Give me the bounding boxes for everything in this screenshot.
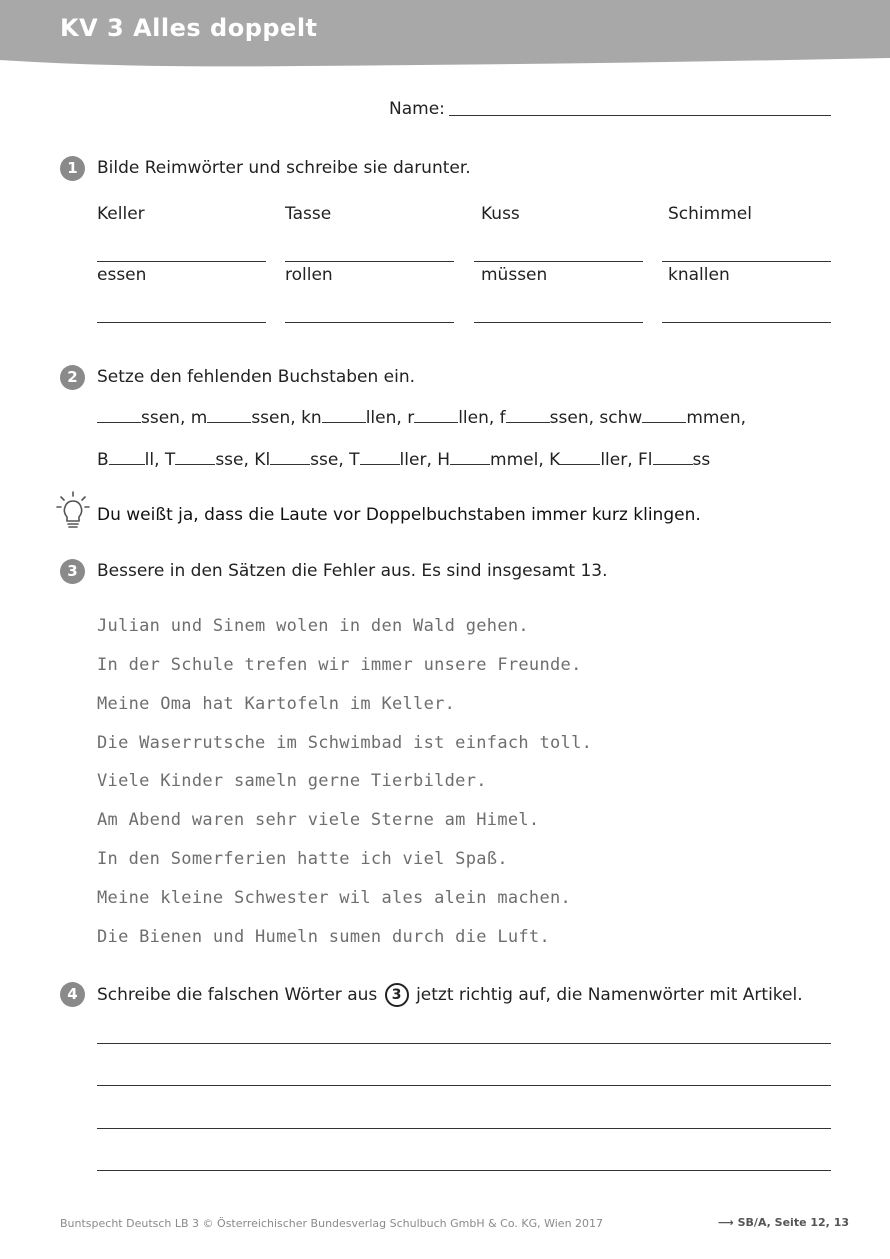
word-fragment: sse, T: [310, 450, 360, 470]
sentence: Julian und Sinem wolen in den Wald gehen.: [97, 616, 529, 636]
letter-blank[interactable]: [97, 408, 141, 423]
answer-line[interactable]: [97, 1043, 831, 1044]
letter-blank[interactable]: [109, 450, 145, 465]
name-input-line[interactable]: [449, 115, 831, 116]
lightbulb-icon: [56, 491, 90, 529]
letter-blank[interactable]: [642, 408, 686, 423]
page-title: KV 3 Alles doppelt: [60, 14, 318, 42]
sentence: Viele Kinder sameln gerne Tierbilder.: [97, 771, 487, 791]
sentence: Meine kleine Schwester wil ales alein machen.: [97, 888, 572, 908]
word-fragment: ss: [692, 450, 711, 470]
task-1-badge: 1: [60, 156, 85, 181]
name-label: Name:: [389, 99, 445, 119]
letter-blank[interactable]: [270, 450, 310, 465]
task-3-instruction: Bessere in den Sätzen die Fehler aus. Es sind insgesamt 13.: [97, 561, 608, 581]
task-reference-badge: 3: [385, 983, 409, 1007]
page-reference-text: SB/A, Seite 12, 13: [737, 1216, 849, 1229]
word-fragment: ssen, schw: [549, 408, 643, 428]
letter-blank[interactable]: [506, 408, 550, 423]
sentence: Die Waserrutsche im Schwimbad ist einfach toll.: [97, 733, 593, 753]
answer-line[interactable]: [97, 261, 266, 262]
task-2-instruction: Setze den fehlenden Buchstaben ein.: [97, 367, 416, 387]
word-fragment: ller, H: [399, 450, 451, 470]
letter-blank[interactable]: [207, 408, 251, 423]
letter-blank[interactable]: [653, 450, 693, 465]
sentence: Die Bienen und Humeln sumen durch die Luft.: [97, 927, 550, 947]
task-2-badge: 2: [60, 365, 85, 390]
rhyme-word: Tasse: [285, 204, 332, 224]
task-1-instruction: Bilde Reimwörter und schreibe sie darunter.: [97, 158, 471, 178]
rhyme-word: knallen: [668, 265, 730, 285]
task-4-text-before: Schreibe die falschen Wörter aus: [97, 985, 378, 1005]
letter-blank[interactable]: [450, 450, 490, 465]
answer-line[interactable]: [97, 1085, 831, 1086]
letter-blank[interactable]: [414, 408, 458, 423]
task-4-badge: 4: [60, 982, 85, 1007]
fill-in-row-1: [97, 408, 746, 428]
task-3-badge: 3: [60, 559, 85, 584]
sentence: In der Schule trefen wir immer unsere Freunde.: [97, 655, 582, 675]
sentence: Am Abend waren sehr viele Sterne am Himel.: [97, 810, 540, 830]
letter-blank[interactable]: [322, 408, 366, 423]
word-fragment: ssen, m: [141, 408, 208, 428]
rhyme-word: essen: [97, 265, 147, 285]
sentence: In den Somerferien hatte ich viel Spaß.: [97, 849, 508, 869]
rhyme-word: Schimmel: [668, 204, 752, 224]
word-fragment: ller, Fl: [600, 450, 653, 470]
word-fragment: mmen,: [686, 408, 747, 428]
word-fragment: ssen, kn: [251, 408, 322, 428]
word-fragment: mmel, K: [490, 450, 561, 470]
answer-line[interactable]: [662, 261, 831, 262]
rhyme-word: Keller: [97, 204, 145, 224]
arrow-right-icon: ⟶: [718, 1216, 734, 1229]
answer-line[interactable]: [474, 322, 643, 323]
word-fragment: sse, Kl: [215, 450, 271, 470]
letter-blank[interactable]: [560, 450, 600, 465]
word-fragment: B: [97, 450, 109, 470]
fill-in-row-2: [97, 450, 710, 470]
answer-line[interactable]: [662, 322, 831, 323]
task-4-text-after: jetzt richtig auf, die Namenwörter mit Artikel.: [416, 985, 803, 1005]
letter-blank[interactable]: [360, 450, 400, 465]
answer-line[interactable]: [97, 1170, 831, 1171]
rhyme-word: rollen: [285, 265, 333, 285]
answer-line[interactable]: [474, 261, 643, 262]
sentence: Meine Oma hat Kartofeln im Keller.: [97, 694, 456, 714]
rhyme-word: Kuss: [481, 204, 520, 224]
letter-blank[interactable]: [175, 450, 215, 465]
answer-line[interactable]: [97, 322, 266, 323]
rhyme-word: müssen: [481, 265, 548, 285]
answer-line[interactable]: [285, 322, 454, 323]
word-fragment: ll, T: [144, 450, 176, 470]
word-fragment: llen, f: [458, 408, 506, 428]
tip-text: Du weißt ja, dass die Laute vor Doppelbuchstaben immer kurz klingen.: [97, 505, 701, 525]
page-reference: [718, 1216, 849, 1229]
copyright-text: Buntspecht Deutsch LB 3 © Österreichischer Bundesverlag Schulbuch GmbH & Co. KG, Wien 2017: [60, 1217, 604, 1230]
word-fragment: llen, r: [365, 408, 415, 428]
answer-line[interactable]: [285, 261, 454, 262]
task-4-instruction: [97, 983, 803, 1007]
answer-line[interactable]: [97, 1128, 831, 1129]
